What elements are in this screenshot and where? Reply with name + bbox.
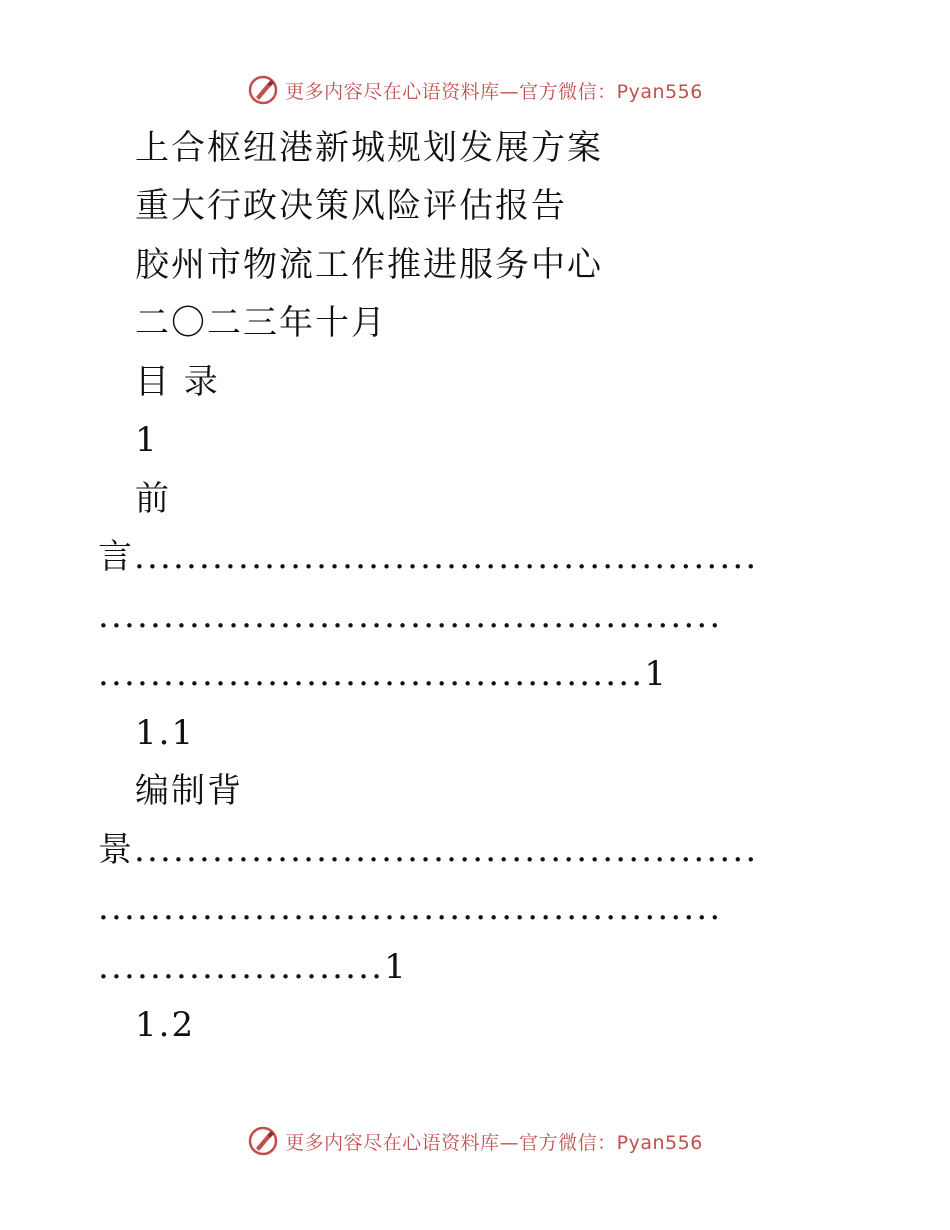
toc-leader: ................................................ (134, 537, 759, 577)
toc-page-number: 1 (644, 654, 669, 694)
cover-date: 二〇二三年十月 (135, 303, 387, 343)
cover-title-line2: 重大行政决策风险评估报告 (135, 186, 567, 226)
toc-leader: ................................................ (98, 888, 723, 928)
toc-entry-title-end (98, 537, 758, 577)
watermark-footer (0, 1121, 950, 1161)
toc-leader: ................................................ (98, 596, 723, 636)
pen-circle-logo-icon (247, 1125, 279, 1157)
toc-leader-with-page (98, 654, 668, 694)
cover-title-line1: 上合枢纽港新城规划发展方案 (135, 128, 603, 168)
toc-entry-title-start: 编制背 (135, 771, 243, 811)
toc-entry-number: 1 (135, 420, 159, 460)
pen-circle-logo-icon (247, 74, 279, 106)
watermark-header (0, 70, 950, 110)
toc-leader: ................................................ (134, 830, 759, 870)
toc-entry-title-end-text: 言 (98, 537, 134, 577)
toc-entry-title-end-text: 景 (98, 830, 134, 870)
toc-page-number: 1 (384, 947, 409, 987)
toc-entry-title-end (98, 830, 758, 870)
watermark-text: 更多内容尽在心语资料库—官方微信：Pyan556 (285, 1131, 703, 1154)
watermark-text: 更多内容尽在心语资料库—官方微信：Pyan556 (285, 80, 703, 103)
toc-leader: .......................................... (98, 654, 645, 694)
toc-entry-number: 1.1 (135, 713, 196, 753)
toc-entry-title-start: 前 (135, 479, 171, 519)
cover-organization: 胶州市物流工作推进服务中心 (135, 245, 603, 285)
toc-heading: 目 录 (135, 362, 220, 402)
toc-leader: ...................... (98, 947, 385, 987)
toc-leader-with-page (98, 947, 408, 987)
toc-entry-number: 1.2 (135, 1005, 196, 1045)
